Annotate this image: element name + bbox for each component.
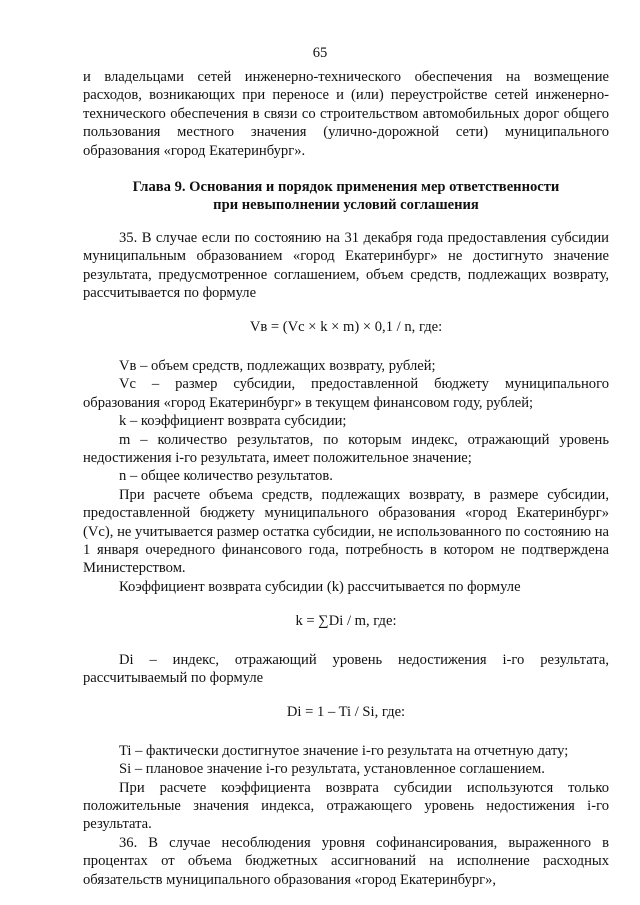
document-body	[83, 68, 609, 889]
definition-vc: Vс – размер субсидии, предоставленной бюджету муниципального образования «город Екатеринбург» в текущем финансовом году, рублей;	[83, 376, 609, 411]
formula-vv: Vв = (Vс × k × m) × 0,1 / n, где:	[249, 319, 443, 336]
definition-vv: Vв – объем средств, подлежащих возврату, рублей;	[119, 357, 436, 374]
chapter-heading-line-2: при невыполнении условий соглашения	[213, 197, 479, 214]
clause-35-intro: 35. В случае если по состоянию на 31 декабря года предоставления субсидии муниципальным образованием «город Екатеринбург» не достигнуто значение результата, предусмотренное соглашением, объем средств, подлежащих возврату, рассчитывается по формуле	[83, 229, 609, 302]
definition-m: m – количество результатов, по которым индекс, отражающий уровень недостижения i-го результата, имеет положительное значение;	[83, 431, 609, 466]
clause-36-intro: 36. В случае несоблюдения уровня софинансирования, выраженного в процентах от объема бюджетных ассигнований на исполнение расходных обязательств муниципального образования «город Екатеринбург»,	[83, 834, 609, 888]
paragraph-positive-values: При расчете коэффициента возврата субсидии используются только положительные значения индекса, отражающего уровень недостижения i-го результата.	[83, 779, 609, 833]
page-number: 65	[312, 45, 328, 61]
paragraph-k-formula-intro: Коэффициент возврата субсидии (k) рассчитывается по формуле	[119, 578, 521, 595]
formula-di: Di = 1 – Ti / Si, где:	[286, 704, 406, 721]
definition-si: Si – плановое значение i-го результата, установленное соглашением.	[119, 761, 545, 778]
definition-ti: Ti – фактически достигнутое значение i-го результата на отчетную дату;	[119, 742, 569, 759]
paragraph-residual: При расчете объема средств, подлежащих возврату, в размере субсидии, предоставленной бюджету муниципального образования «город Екатеринбург» (Vс), не учитывается размер остатка субсидии, не использованного по состоянию на 1 января очередного финансового года, потребность в котором не подтверждена Министерством.	[83, 486, 609, 577]
intro-paragraph: и владельцами сетей инженерно-технического обеспечения на возмещение расходов, возникающих при переносе и (или) переустройстве сетей инженерно-технического обеспечения в связи со строительством автомобильных дорог общего пользования местного значения (улично-дорожной сети) муниципального образования «город Екатеринбург».	[83, 69, 609, 159]
chapter-heading	[83, 178, 609, 215]
definition-n: n – общее количество результатов.	[119, 468, 333, 485]
definition-di: Di – индекс, отражающий уровень недостижения i-го результата, рассчитываемый по формуле	[83, 651, 609, 686]
formula-k: k = ∑Di / m, где:	[295, 613, 397, 630]
definition-k: k – коэффициент возврата субсидии;	[119, 413, 347, 430]
chapter-heading-line-1: Глава 9. Основания и порядок применения мер ответственности	[132, 179, 560, 196]
